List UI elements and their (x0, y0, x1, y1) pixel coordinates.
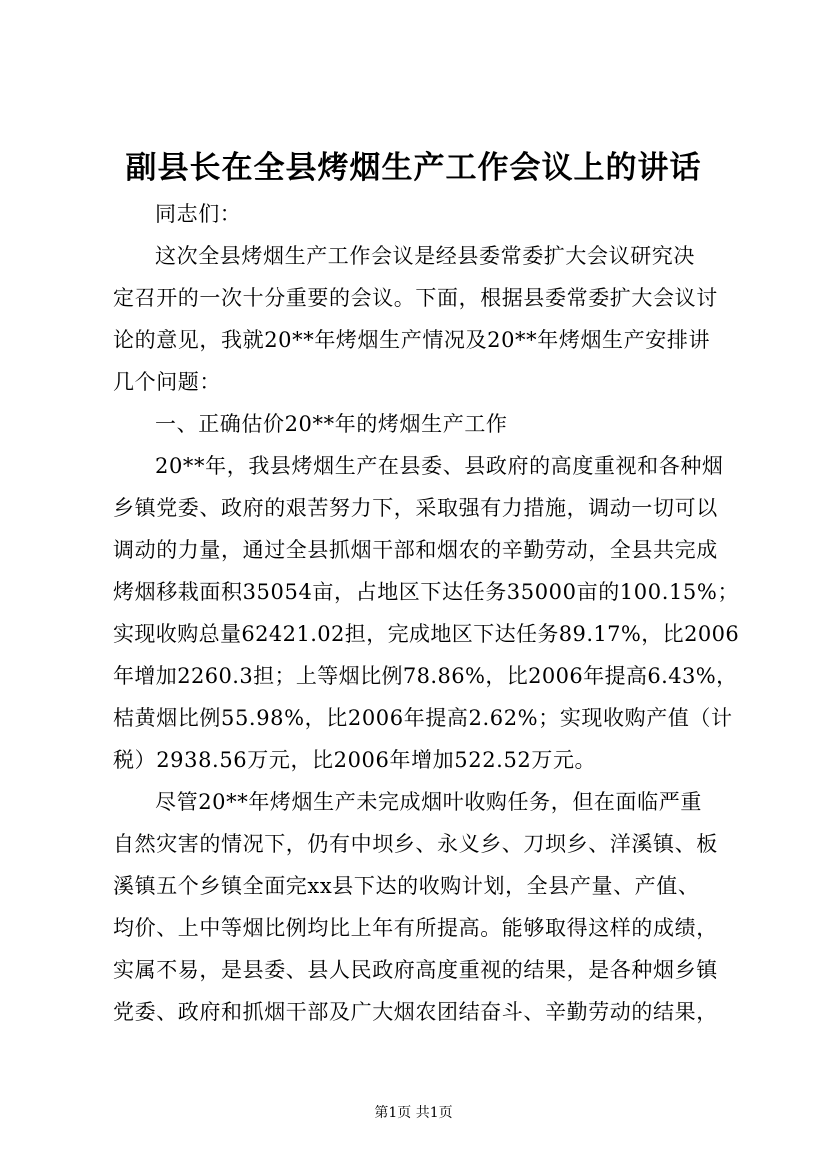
paragraph-line: 溪镇五个乡镇全面完xx县下达的收购计划，全县产量、产值、 (113, 874, 700, 898)
section-heading: 一、正确估价20**年的烤烟生产工作 (155, 412, 508, 436)
paragraph-line: 乡镇党委、政府的艰苦努力下，采取强有力措施，调动一切可以 (113, 496, 718, 520)
paragraph-line: 20**年，我县烤烟生产在县委、县政府的高度重视和各种烟 (155, 454, 724, 478)
paragraph-line: 定召开的一次十分重要的会议。下面，根据县委常委扩大会议讨 (113, 286, 718, 310)
paragraph-line: 几个问题： (113, 370, 221, 394)
paragraph-line: 实现收购总量62421.02担，完成地区下达任务89.17%，比2006 (113, 622, 740, 646)
paragraph-line: 这次全县烤烟生产工作会议是经县委常委扩大会议研究决 (155, 244, 695, 268)
paragraph-line: 尽管20**年烤烟生产未完成烟叶收购任务，但在面临严重 (155, 790, 702, 814)
page-footer: 第1页 共1页 (374, 1105, 453, 1121)
paragraph-line: 税）2938.56万元，比2006年增加522.52万元。 (113, 748, 597, 772)
document-title: 副县长在全县烤烟生产工作会议上的讲话 (125, 150, 702, 186)
salutation: 同志们： (155, 202, 242, 226)
paragraph-line: 烤烟移栽面积35054亩，占地区下达任务35000亩的100.15%； (113, 580, 740, 604)
paragraph-line: 桔黄烟比例55.98%，比2006年提高2.62%；实现收购产值（计 (113, 706, 733, 730)
paragraph-line: 论的意见，我就20**年烤烟生产情况及20**年烤烟生产安排讲 (113, 328, 711, 352)
paragraph-line: 党委、政府和抓烟干部及广大烟农团结奋斗、辛勤劳动的结果， (113, 1000, 718, 1024)
paragraph-line: 年增加2260.3担；上等烟比例78.86%，比2006年提高6.43%， (113, 664, 738, 688)
paragraph-line: 均价、上中等烟比例均比上年有所提高。能够取得这样的成绩， (113, 916, 718, 940)
paragraph-line: 自然灾害的情况下，仍有中坝乡、永义乡、刀坝乡、洋溪镇、板 (113, 832, 718, 856)
paragraph-line: 调动的力量，通过全县抓烟干部和烟农的辛勤劳动，全县共完成 (113, 538, 718, 562)
paragraph-line: 实属不易，是县委、县人民政府高度重视的结果，是各种烟乡镇 (113, 958, 718, 982)
